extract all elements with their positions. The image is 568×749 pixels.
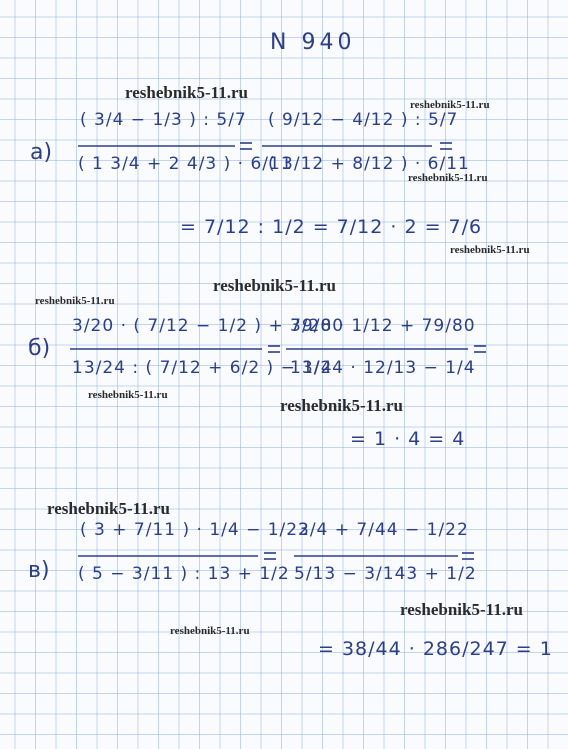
- part-b-label: б): [28, 336, 51, 361]
- watermark: reshebnik5-11.ru: [280, 396, 403, 415]
- part-c-label: в): [28, 558, 50, 583]
- watermark: reshebnik5-11.ru: [410, 99, 490, 111]
- watermark: reshebnik5-11.ru: [450, 244, 530, 256]
- watermark: reshebnik5-11.ru: [125, 83, 248, 102]
- part-c-result: = 38/44 · 286/247 = 1: [318, 638, 553, 660]
- part-b-right-numerator: 3/20 · 1/12 + 79/80: [290, 316, 476, 336]
- watermark: reshebnik5-11.ru: [47, 499, 170, 518]
- watermark: reshebnik5-11.ru: [408, 172, 488, 184]
- watermark: reshebnik5-11.ru: [400, 600, 523, 619]
- part-a-right-denominator: ( 3/12 + 8/12 ) · 6/11: [268, 154, 470, 174]
- part-a-left-numerator: ( 3/4 − 1/3 ) : 5/7: [80, 110, 247, 130]
- part-c-right-denominator: 5/13 − 3/143 + 1/2: [294, 564, 477, 584]
- part-a-right-numerator: ( 9/12 − 4/12 ) : 5/7: [268, 110, 459, 130]
- part-a-result: = 7/12 : 1/2 = 7/12 · 2 = 7/6: [180, 216, 483, 238]
- part-b-left-denominator: 13/24 : ( 7/12 + 6/2 ) − 1/4: [72, 358, 333, 378]
- watermark: reshebnik5-11.ru: [170, 625, 250, 637]
- part-c-left-numerator: ( 3 + 7/11 ) · 1/4 − 1/22: [80, 520, 310, 540]
- part-c-left-denominator: ( 5 − 3/11 ) : 13 + 1/2: [78, 564, 290, 584]
- part-a-label: a): [30, 140, 53, 165]
- watermark: reshebnik5-11.ru: [35, 295, 115, 307]
- part-c-right-numerator: 3/4 + 7/44 − 1/22: [298, 520, 469, 540]
- part-b-left-numerator: 3/20 · ( 7/12 − 1/2 ) + 79/80: [72, 316, 345, 336]
- part-b-right-denominator: 13/24 · 12/13 − 1/4: [290, 358, 476, 378]
- watermark: reshebnik5-11.ru: [213, 276, 336, 295]
- part-a-left-denominator: ( 1 3/4 + 2 4/3 ) · 6/11: [78, 154, 293, 174]
- watermark: reshebnik5-11.ru: [88, 389, 168, 401]
- part-b-result: = 1 · 4 = 4: [350, 428, 466, 450]
- problem-number: N 940: [270, 30, 356, 55]
